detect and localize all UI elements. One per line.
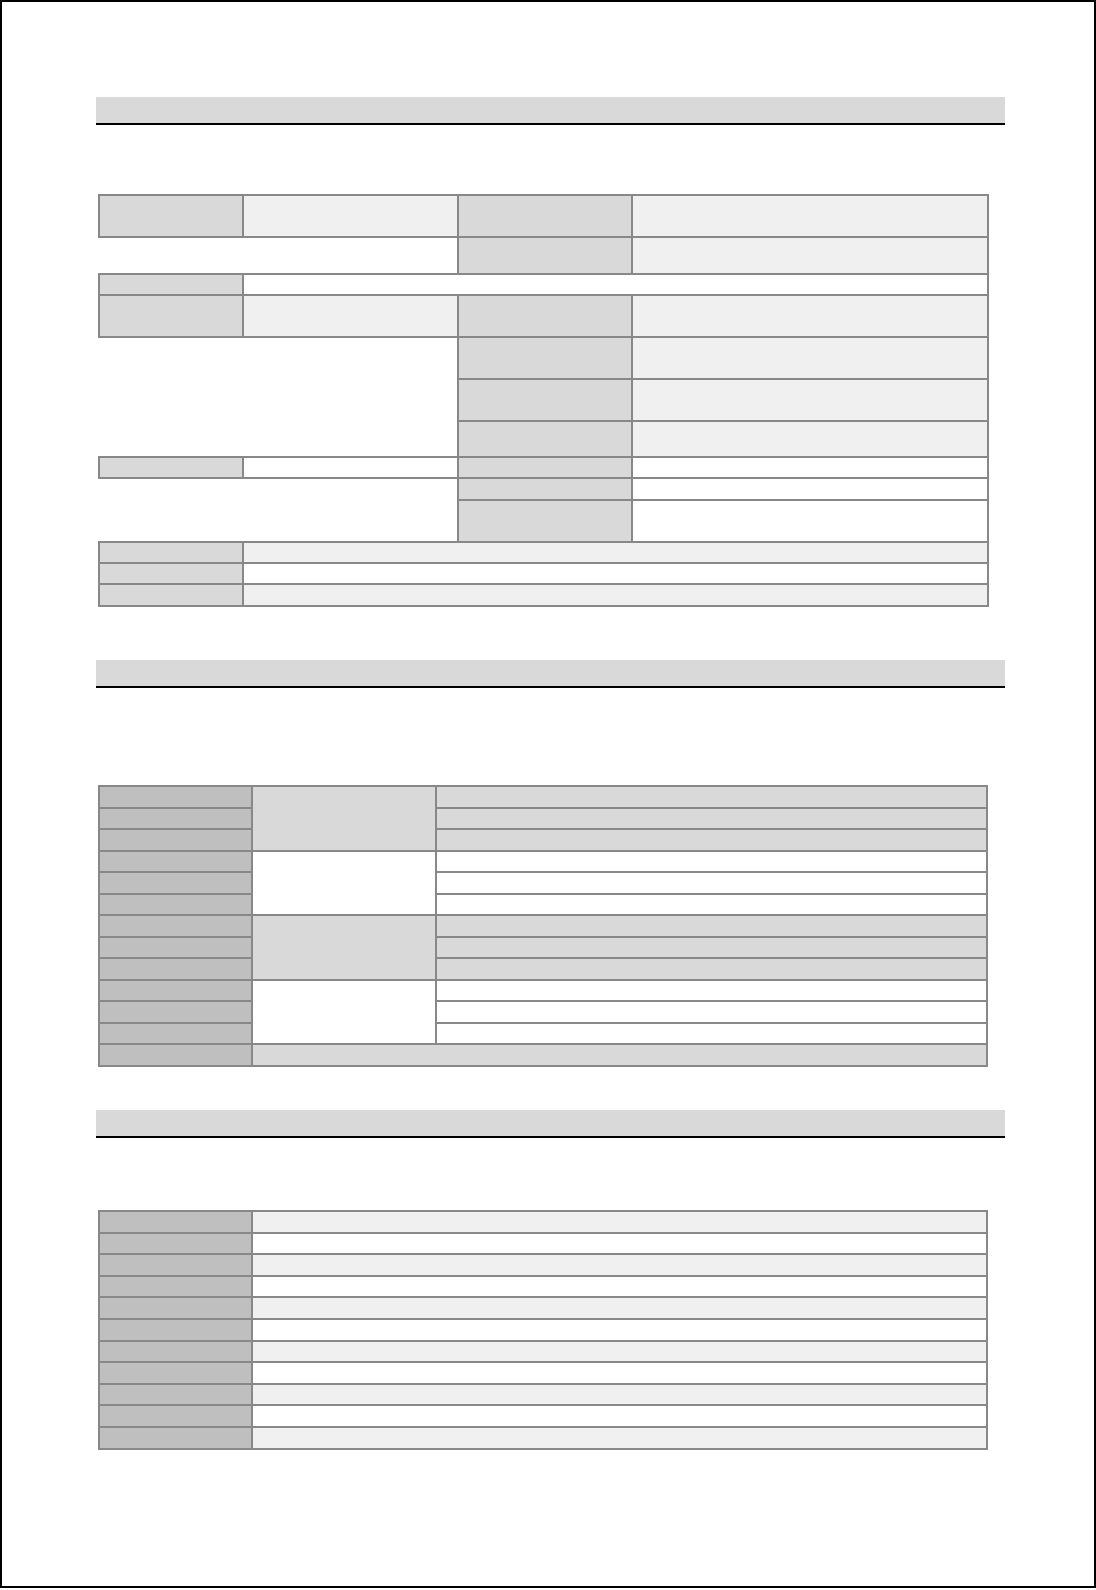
s3-label: [98, 1361, 253, 1385]
s1-value2: [631, 378, 989, 422]
s2-value: [435, 957, 988, 981]
s1-label: [98, 456, 244, 479]
s1-label: [98, 583, 244, 607]
s1-value: [242, 294, 459, 338]
s1-label2: [457, 378, 633, 422]
s2-value: [435, 785, 988, 809]
s2-group-label: [251, 914, 437, 981]
s2-value: [435, 807, 988, 830]
s2-label: [98, 893, 253, 916]
s1-label2: [457, 336, 633, 380]
s3-label: [98, 1296, 253, 1320]
s1-label: [98, 273, 244, 296]
s1-value: [242, 541, 989, 564]
s2-label: [98, 850, 253, 873]
s3-value: [251, 1253, 988, 1277]
s3-value: [251, 1426, 988, 1450]
s3-value: [251, 1296, 988, 1320]
s2-group-label: [251, 850, 437, 916]
s3-label: [98, 1210, 253, 1234]
s1-value2: [631, 336, 989, 380]
s3-value: [251, 1318, 988, 1342]
s2-label: [98, 957, 253, 981]
s2-label: [98, 914, 253, 938]
s3-value: [251, 1404, 988, 1428]
s1-value2: [631, 294, 989, 338]
s1-value: [242, 456, 459, 479]
s3-value: [251, 1232, 988, 1255]
s3-label: [98, 1426, 253, 1450]
s1-value2: [631, 499, 989, 543]
s2-label: [98, 807, 253, 830]
s1-value: [242, 194, 459, 238]
s2-value: [435, 979, 988, 1002]
s1-value2: [631, 477, 989, 501]
s2-label: [98, 871, 253, 895]
s2-value: [435, 893, 988, 916]
s2-value: [435, 1000, 988, 1024]
s1-value: [242, 273, 989, 296]
s3-label: [98, 1340, 253, 1363]
s1-value2: [631, 236, 989, 275]
s1-value2: [631, 420, 989, 458]
s1-label2: [457, 477, 633, 501]
s1-value: [242, 583, 989, 607]
s1-label2: [457, 420, 633, 458]
s2-value: [435, 828, 988, 852]
s1-label: [98, 562, 244, 585]
s2-value: [435, 1022, 988, 1045]
s2-value: [435, 936, 988, 959]
s3-label: [98, 1383, 253, 1406]
s2-value: [435, 871, 988, 895]
s2-value: [435, 850, 988, 873]
s2-label: [98, 936, 253, 959]
s1-value2: [631, 456, 989, 479]
s3-value: [251, 1340, 988, 1363]
s2-value: [435, 914, 988, 938]
s2-label: [98, 1022, 253, 1045]
s1-label: [98, 541, 244, 564]
s2-label: [98, 1000, 253, 1024]
s1-label2: [457, 294, 633, 338]
s1-value: [242, 562, 989, 585]
s3-value: [251, 1275, 988, 1298]
s2-label: [98, 979, 253, 1002]
s2-group-label: [251, 979, 437, 1045]
s2-label: [98, 828, 253, 852]
s3-value: [251, 1361, 988, 1385]
s1-label2: [457, 456, 633, 479]
s2-footer-label: [98, 1043, 253, 1067]
s2-group-label: [251, 785, 437, 852]
s1-value2: [631, 194, 989, 238]
s3-label: [98, 1232, 253, 1255]
s1-label: [98, 294, 244, 338]
s3-label: [98, 1318, 253, 1342]
s2-footer-value: [251, 1043, 988, 1067]
s1-label: [98, 194, 244, 238]
form-tables: [2, 2, 1096, 1590]
s1-label2: [457, 236, 633, 275]
s2-label: [98, 785, 253, 809]
s1-label2: [457, 499, 633, 543]
s3-label: [98, 1404, 253, 1428]
s1-label2: [457, 194, 633, 238]
s3-label: [98, 1275, 253, 1298]
s3-value: [251, 1383, 988, 1406]
s3-value: [251, 1210, 988, 1234]
s3-label: [98, 1253, 253, 1277]
